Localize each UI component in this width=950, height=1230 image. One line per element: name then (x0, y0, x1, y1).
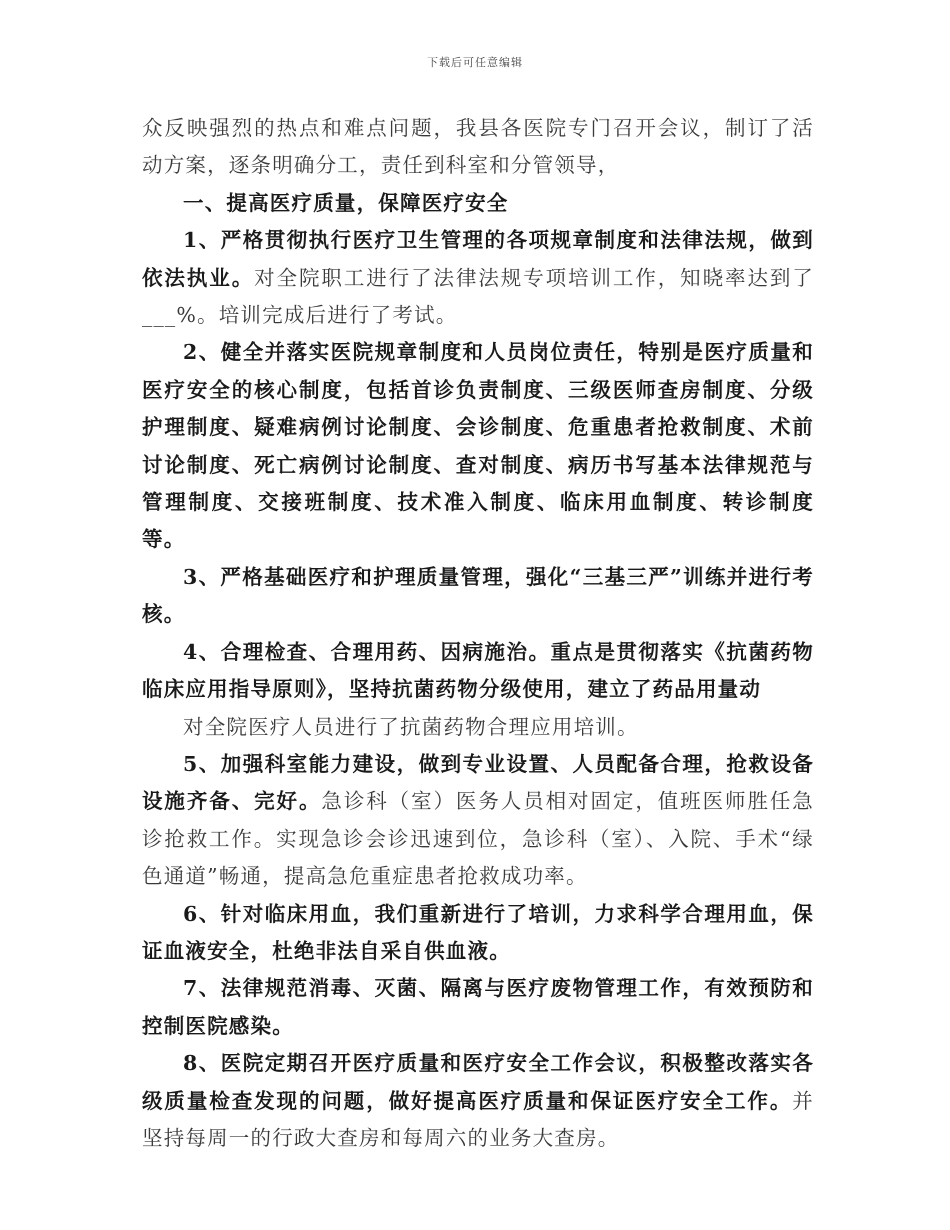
paragraph-continuation (142, 110, 814, 185)
paragraph-item-1 (142, 222, 814, 334)
paragraph-item-2 (142, 334, 814, 558)
page-header: 下载后可任意编辑 (427, 56, 523, 69)
item-bold-text: 1、严格贯彻执行医疗卫生管理的各项规章制度和法律法规，做到依法执业。 (142, 228, 814, 290)
paragraph-item-5 (142, 746, 814, 896)
item-bold-text: 2、健全并落实医院规章制度和人员岗位责任，特别是医疗质量和医疗安全的核心制度，包括首诊负责制度、三级医师查房制度、分级护理制度、疑难病例讨论制度、会诊制度、危重患者抢救制度、术前讨论制度、死亡病例讨论制度、查对制度、病历书写基本法律规范与管理制度、交接班制度、技术准入制度、临床用血制度、转诊制度等。 (142, 340, 814, 552)
heading-text: 一、提高医疗质量，保障医疗安全 (183, 190, 509, 215)
document-body (142, 110, 814, 1157)
item-normal-text: 对全院医疗人员进行了抗菌药物合理应用培训。 (183, 714, 639, 739)
paragraph-item-3 (142, 559, 814, 634)
paragraph-item-6 (142, 896, 814, 971)
item-bold-text: 6、针对临床用血，我们重新进行了培训，力求科学合理用血，保证血液安全，杜绝非法自采自供血液。 (142, 901, 814, 963)
item-bold-text: 8、医院定期召开医疗质量和医疗安全工作会议，积极整改落实各级质量检查发现的问题，做好提高医疗质量和保证医疗安全工作。 (142, 1051, 814, 1113)
paragraph-item-4 (142, 634, 814, 709)
item-bold-text: 4、合理检查、合理用药、因病施治。重点是贯彻落实《抗菌药物临床应用指导原则》，坚持抗菌药物分级使用，建立了药品用量动 (142, 639, 814, 702)
item-normal-text: 并坚持每周一的行政大查房和每周六的业务大查房。 (142, 1088, 814, 1150)
paragraph-item-8 (142, 1045, 814, 1157)
item-normal-text: 急诊科（室）医务人员相对固定，值班医师胜任急诊抢救工作。实现急诊会诊迅速到位，急诊科（室）、入院、手术“绿色通道”畅通，提高急危重症患者抢救成功率。 (142, 789, 814, 889)
item-bold-text: 3、严格基础医疗和护理质量管理，强化“三基三严”训练并进行考核。 (142, 564, 814, 627)
item-bold-text: 7、法律规范消毒、灭菌、隔离与医疗废物管理工作，有效预防和控制医院感染。 (142, 976, 814, 1038)
item-bold-text: 5、加强科室能力建设，做到专业设置、人员配备合理，抢救设备设施齐备、完好。 (142, 751, 814, 814)
item-normal-text: 对全院职工进行了法律法规专项培训工作，知晓率达到了___%。培训完成后进行了考试。 (142, 265, 815, 328)
section-heading (142, 185, 814, 222)
paragraph-item-4-continued (142, 709, 814, 746)
paragraph-text: 众反映强烈的热点和难点问题，我县各医院专门召开会议，制订了活动方案，逐条明确分工，责任到科室和分管领导， (142, 116, 814, 178)
paragraph-item-7 (142, 970, 814, 1045)
